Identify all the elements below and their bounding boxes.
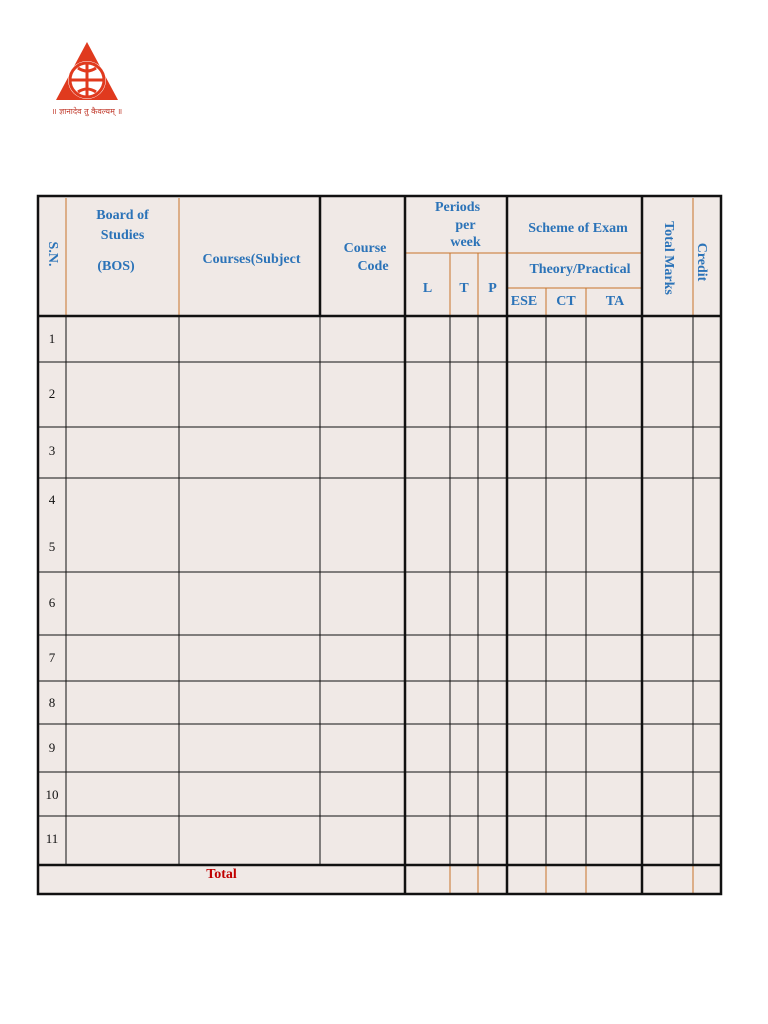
header-bos-line1: Board of <box>96 208 149 223</box>
header-ta: TA <box>605 294 625 309</box>
row-number-8: 8 <box>48 695 56 710</box>
header-periods-line1: Periods <box>434 200 481 215</box>
header-l: L <box>422 281 433 296</box>
header-total-marks: Total Marks <box>661 221 676 295</box>
header-code-line2: Code <box>357 259 389 274</box>
header-sn: S.N. <box>45 241 60 267</box>
header-credit: Credit <box>694 242 709 282</box>
header-periods-line3: week <box>450 235 481 250</box>
header-ct: CT <box>556 294 576 309</box>
row-number-2: 2 <box>48 386 56 401</box>
row-number-6: 6 <box>48 595 56 610</box>
header-bos-line3: (BOS) <box>97 259 135 274</box>
row-number-3: 3 <box>48 443 56 458</box>
header-t: T <box>459 281 469 296</box>
header-courses: Courses(Subject <box>202 252 301 267</box>
header-p: P <box>488 281 497 296</box>
header-periods-line2: per <box>455 218 476 233</box>
row-number-10: 10 <box>45 787 59 802</box>
row-number-5: 5 <box>48 539 56 554</box>
logo-motto: ॥ ज्ञानादेव तु कैवल्यम् ॥ <box>51 107 123 116</box>
total-label: Total <box>206 867 237 882</box>
row-number-9: 9 <box>48 740 56 755</box>
header-ese: ESE <box>510 294 538 309</box>
header-code-line1: Course <box>343 241 387 256</box>
row-number-4: 4 <box>48 492 56 507</box>
header-bos-line2: Studies <box>100 228 145 243</box>
row-number-1: 1 <box>48 331 56 346</box>
header-theory-practical: Theory/Practical <box>529 262 631 277</box>
header-scheme-of-exam: Scheme of Exam <box>528 221 628 236</box>
row-number-11: 11 <box>45 831 59 846</box>
row-number-7: 7 <box>48 650 56 665</box>
